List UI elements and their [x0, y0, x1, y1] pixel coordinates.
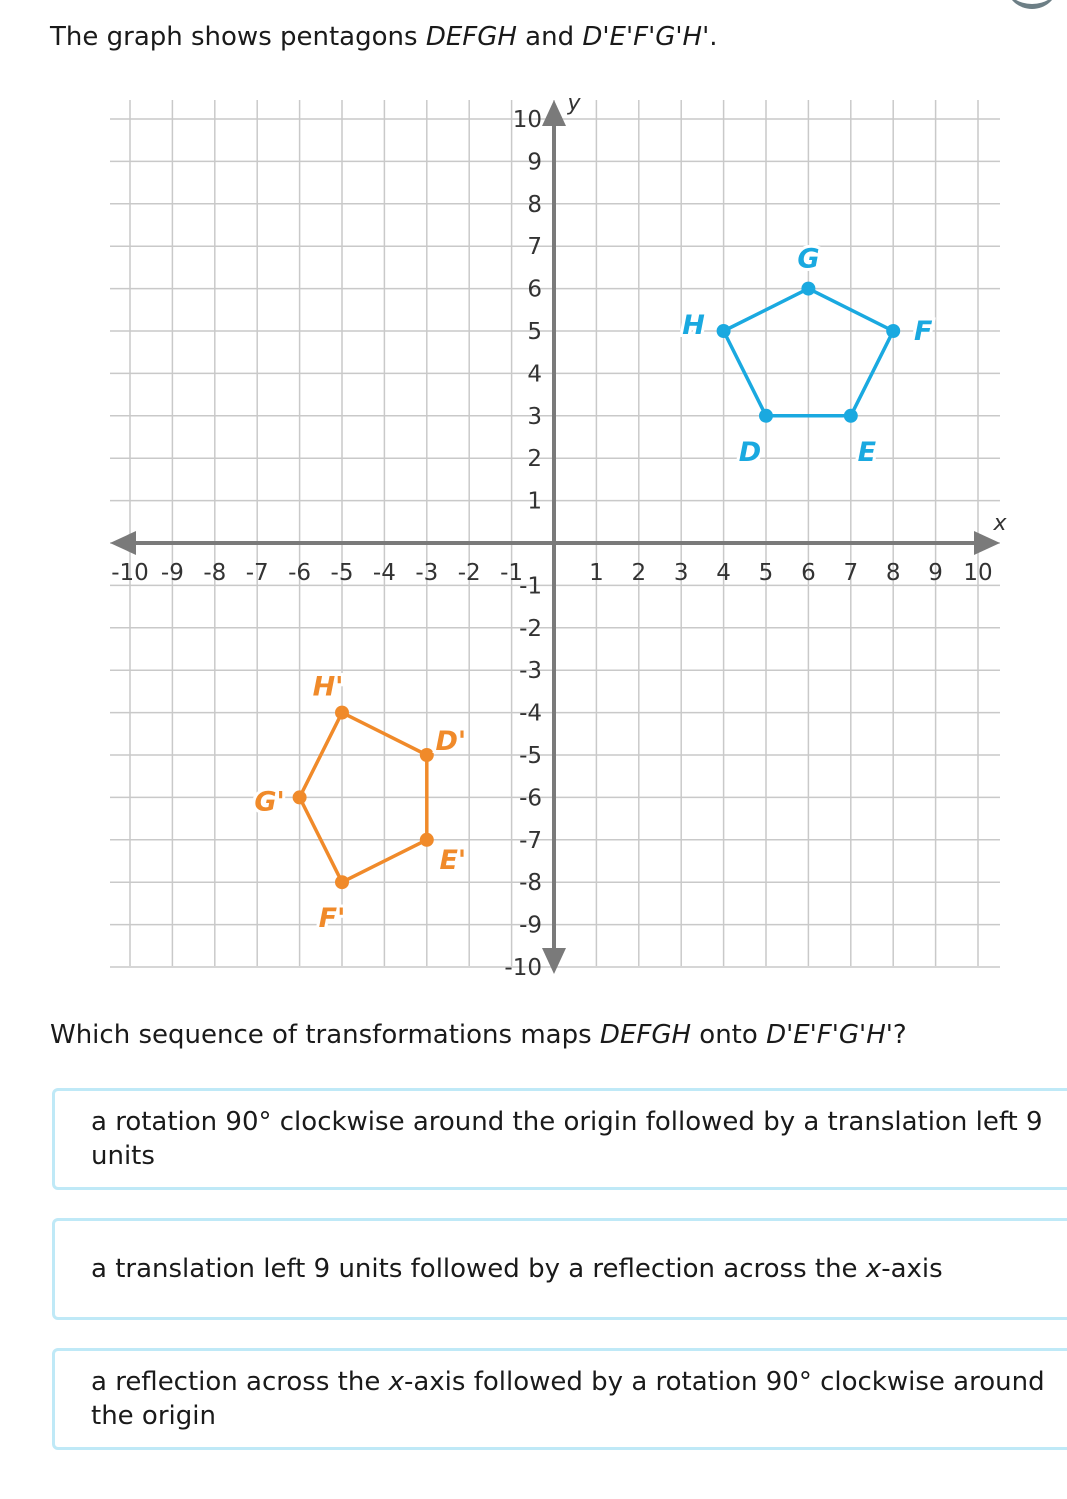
y-tick-label: -4 [519, 700, 542, 727]
x-tick-label: -6 [288, 560, 312, 586]
pentagons [254, 244, 933, 935]
y-tick-label: 3 [527, 403, 542, 430]
vertex-label-h: H [682, 310, 705, 341]
answer-choice-3[interactable] [52, 1348, 1067, 1450]
x-tick-label: 7 [843, 560, 859, 586]
answer-choice-2[interactable] [52, 1218, 1067, 1320]
x-axis-label: x [993, 511, 1007, 536]
x-tick-label: -4 [372, 560, 396, 586]
vertex-h [717, 324, 731, 338]
vertex-label-f: F [913, 316, 933, 347]
y-tick-label: -3 [519, 658, 542, 685]
corner-decoration [1007, 0, 1057, 9]
x-tick-label: -3 [415, 560, 439, 586]
vertex-f-prime [335, 875, 349, 889]
y-tick-label: -8 [519, 870, 542, 897]
y-tick-label: 1 [527, 488, 542, 515]
vertex-label-e-prime: E' [439, 844, 467, 876]
x-tick-label: -8 [203, 560, 227, 586]
y-axis-arrow-up-icon [542, 100, 566, 126]
problem-statement: The graph shows pentagons DEFGH and D'E'F'G'H'. [50, 22, 718, 52]
x-tick-label: -1 [500, 560, 524, 586]
y-tick-label: 9 [527, 149, 542, 176]
x-tick-label: 8 [885, 560, 901, 586]
y-tick-label: -7 [519, 827, 542, 854]
vertex-label-h-prime: H' [312, 671, 344, 703]
coordinate-graph [0, 80, 1067, 1000]
vertex-label-f-prime: F' [318, 903, 346, 935]
y-tick-label: -1 [519, 573, 542, 600]
vertex-e-prime [420, 833, 434, 847]
vertex-g [801, 282, 815, 296]
x-tick-label: -2 [457, 560, 481, 586]
y-axis-label: y [567, 91, 581, 116]
y-tick-label: 6 [527, 276, 542, 303]
vertex-label-d-prime: D' [435, 726, 467, 757]
x-tick-label: -5 [330, 560, 354, 586]
y-tick-label: -6 [519, 785, 542, 812]
y-tick-label: 8 [527, 191, 542, 218]
y-tick-label: 2 [527, 446, 542, 473]
y-tick-label: -5 [519, 743, 542, 769]
y-tick-label: 10 [512, 107, 542, 133]
vertex-label-g: G [797, 243, 820, 275]
y-tick-label: -2 [519, 615, 542, 642]
x-tick-label: 2 [631, 560, 647, 586]
question-text: Which sequence of transformations maps DEFGH onto D'E'F'G'H'? [50, 1020, 907, 1050]
vertex-g-prime [293, 790, 307, 804]
x-tick-label: -10 [111, 560, 149, 586]
x-tick-label: 6 [801, 560, 816, 586]
y-tick-label: -9 [519, 912, 542, 939]
x-tick-label: 1 [589, 560, 604, 586]
y-tick-label: -10 [504, 955, 542, 981]
y-tick-label: 7 [527, 234, 542, 261]
axes [110, 91, 1007, 974]
y-axis-arrow-down-icon [542, 948, 566, 974]
vertex-h-prime [335, 706, 349, 720]
vertex-label-e: E [857, 436, 877, 468]
x-tick-label: 3 [673, 560, 689, 586]
y-tick-label: 4 [527, 361, 542, 388]
x-tick-label: 4 [716, 560, 731, 586]
x-tick-label: 9 [928, 560, 943, 586]
vertex-label-d: D [738, 436, 762, 468]
x-tick-label: 5 [758, 560, 774, 586]
answer-choice-1[interactable] [52, 1088, 1067, 1190]
answer-choice-2-text: a translation left 9 units followed by a reflection across the x-axis [91, 1254, 943, 1284]
answer-choice-3-text: a reflection across the x-axis followed by a rotation 90° clockwise around the origin [91, 1367, 1045, 1431]
x-axis-arrow-left-icon [110, 531, 136, 555]
x-tick-label: -9 [160, 560, 184, 586]
x-tick-label: 10 [963, 560, 993, 586]
answer-choice-1-text: a rotation 90° clockwise around the origin followed by a translation left 9 units [91, 1107, 1043, 1171]
vertex-label-g-prime: G' [254, 786, 285, 818]
y-tick-label: 5 [527, 319, 542, 345]
vertex-d-prime [420, 748, 434, 762]
vertex-d [759, 409, 773, 423]
x-tick-label: -7 [245, 560, 269, 586]
vertex-f [886, 324, 900, 338]
vertex-e [844, 409, 858, 423]
